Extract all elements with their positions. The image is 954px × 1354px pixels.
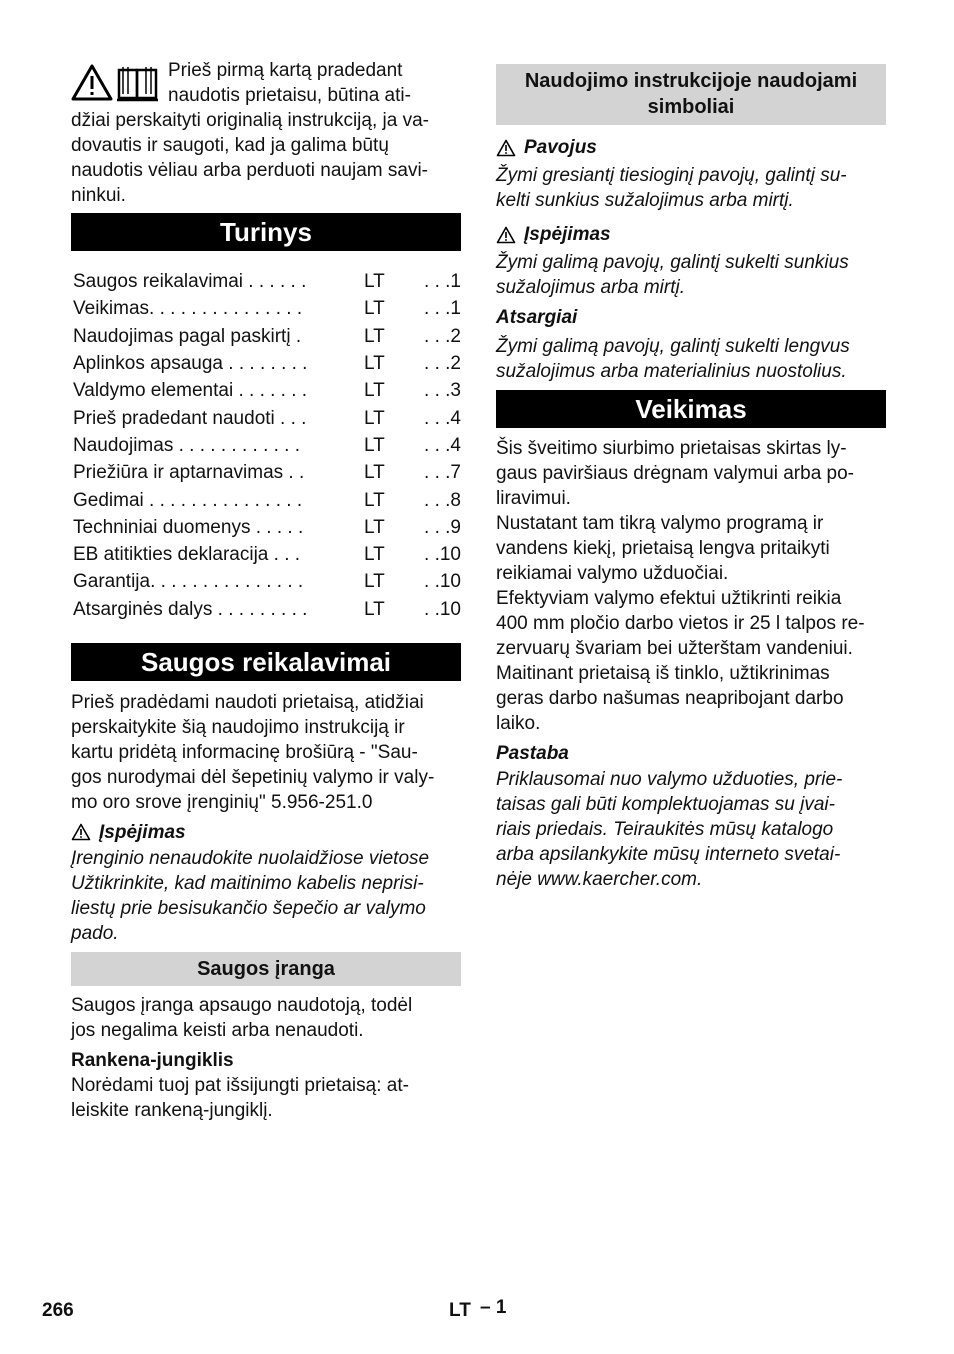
safety-warning-heading: [71, 820, 461, 845]
safety-equipment-heading: Saugos įranga: [71, 952, 461, 986]
danger-heading: [496, 135, 886, 160]
handle-switch-text: [71, 1073, 461, 1123]
right-column: [496, 64, 886, 892]
toc-table: [73, 268, 461, 623]
toc-entry-lang: LT: [364, 434, 385, 456]
warning-heading: [496, 222, 886, 247]
handle-switch-line: leiskite rankeną-jungiklį.: [71, 1099, 273, 1121]
caution-line: Žymi galimą pavojų, galintį sukelti lengvus: [496, 336, 850, 357]
toc-entry-page: . . .9: [424, 516, 461, 538]
symbols-heading-line: simboliai: [647, 96, 735, 118]
warning-text: [496, 250, 886, 300]
page-number: 266: [42, 1300, 74, 1321]
toc-entry-lang: LT: [364, 598, 385, 620]
note-label: Pastaba: [496, 743, 569, 764]
warning-label: Įspėjimas: [524, 224, 611, 245]
toc-row: [73, 514, 461, 541]
safety-line: gos nurodymai dėl šepetinių valymo ir valy-: [71, 766, 435, 788]
toc-entry-title: Garantija. . . . . . . . . . . . . . .: [73, 571, 304, 593]
safety-equipment-line: jos negalima keisti arba nenaudoti.: [71, 1019, 364, 1041]
note-line: arba apsilankykite mūsų interneto svetai-: [496, 844, 841, 865]
note-line: riais priedais. Teiraukitės mūsų katalogo: [496, 819, 834, 840]
toc-entry-page: . . .8: [424, 489, 461, 511]
danger-line: kelti sunkius sužalojimus arba mirtį.: [496, 190, 794, 211]
toc-row: [73, 350, 461, 377]
toc-entry-title: Naudojimas . . . . . . . . . . . .: [73, 434, 301, 456]
warning-triangle-icon: [496, 139, 516, 157]
operation-line: 400 mm pločio darbo vietos ir 25 l talpos re-: [496, 613, 865, 634]
toc-row: [73, 323, 461, 350]
operation-text: [496, 436, 886, 736]
toc-entry-lang: LT: [364, 298, 385, 320]
intro-notice: [71, 58, 461, 208]
operation-line: geras darbo našumas neapribojant darbo: [496, 688, 844, 709]
intro-line: naudotis vėliau arba perduoti naujam savi-: [71, 160, 428, 181]
safety-heading: Saugos reikalavimai: [71, 643, 461, 681]
manual-book-icon: [117, 67, 158, 100]
toc-entry-title: EB atitikties deklaracija . . .: [73, 544, 301, 566]
operation-line: vandens kiekį, prietaisą lengva pritaikyti: [496, 538, 830, 559]
toc-heading: Turinys: [71, 213, 461, 251]
toc-entry-page: . . .7: [424, 462, 461, 484]
toc-entry-lang: LT: [364, 571, 385, 593]
intro-line: Prieš pirmą kartą pradedant: [168, 60, 403, 81]
toc-row: [73, 568, 461, 595]
operation-heading: Veikimas: [496, 390, 886, 428]
warning-line: pado.: [71, 922, 119, 944]
warning-line: sužalojimus arba mirtį.: [496, 277, 685, 298]
toc-entry-title: Aplinkos apsauga . . . . . . . .: [73, 353, 308, 375]
toc-entry-lang: LT: [364, 353, 385, 375]
warning-triangle-icon: [71, 823, 91, 841]
caution-line: sužalojimus arba materialinius nuostolius.: [496, 361, 847, 382]
warning-line: liestų prie besisukančio šepečio ar valymo: [71, 897, 426, 919]
symbols-heading-line: Naudojimo instrukcijoje naudojami: [524, 70, 858, 92]
left-column: [71, 58, 461, 1123]
toc-entry-lang: LT: [364, 271, 385, 293]
footer-lang: LT: [449, 1300, 471, 1321]
note-line: nėje www.kaercher.com.: [496, 869, 703, 890]
toc-entry-title: Veikimas. . . . . . . . . . . . . . .: [73, 298, 303, 320]
warning-line: Užtikrinkite, kad maitinimo kabelis neprisi-: [71, 872, 424, 894]
toc-row: [73, 432, 461, 459]
safety-line: mo oro srove įrenginių" 5.956-251.0: [71, 791, 373, 813]
toc-entry-page: . .10: [424, 598, 461, 620]
caution-label: Atsargiai: [496, 307, 578, 328]
toc-entry-lang: LT: [364, 544, 385, 566]
operation-line: Nustatant tam tikrą valymo programą ir: [496, 513, 824, 534]
toc-entry-page: . . .2: [424, 353, 461, 375]
danger-label: Pavojus: [524, 137, 597, 158]
warning-triangle-icon: [73, 66, 111, 99]
toc-entry-page: . . .4: [424, 434, 461, 456]
toc-entry-page: . . .1: [424, 298, 461, 320]
operation-line: laiko.: [496, 713, 541, 734]
safety-line: perskaitykite šią naudojimo instrukciją ir: [71, 716, 405, 738]
warning-triangle-icon: [496, 226, 516, 244]
toc-row: [73, 377, 461, 404]
danger-text: [496, 163, 886, 213]
toc-entry-title: Valdymo elementai . . . . . . .: [73, 380, 308, 402]
safety-warning-label: Įspėjimas: [99, 821, 186, 843]
toc-entry-lang: LT: [364, 516, 385, 538]
toc-entry-lang: LT: [364, 407, 385, 429]
toc-entry-title: Gedimai . . . . . . . . . . . . . . .: [73, 489, 303, 511]
operation-line: Efektyviam valymo efektui užtikrinti reikia: [496, 588, 842, 609]
note-line: taisas gali būti komplektuojamas su įvai-: [496, 794, 835, 815]
handle-switch-line: Norėdami tuoj pat išsijungti prietaisą: at-: [71, 1074, 409, 1096]
intro-line: naudotis prietaisu, būtina ati-: [168, 85, 411, 106]
toc-row: [73, 596, 461, 623]
intro-line: dovautis ir saugoti, kad ja galima būtų: [71, 135, 389, 156]
toc-entry-title: Saugos reikalavimai . . . . . .: [73, 271, 307, 293]
toc-entry-page: . . .4: [424, 407, 461, 429]
operation-line: gaus paviršiaus drėgnam valymui arba po-: [496, 463, 855, 484]
toc-entry-title: Techniniai duomenys . . . . .: [73, 516, 304, 538]
toc-row: [73, 295, 461, 322]
operation-line: zervuarų švariam bei užterštam vandeniui.: [496, 638, 853, 659]
intro-icons: [71, 64, 161, 102]
safety-line: Prieš pradėdami naudoti prietaisą, atidžiai: [71, 691, 424, 713]
toc-entry-lang: LT: [364, 380, 385, 402]
toc-entry-page: . . .1: [424, 271, 461, 293]
safety-intro: [71, 690, 461, 815]
caution-text: [496, 334, 886, 384]
toc-row: [73, 459, 461, 486]
intro-line: džiai perskaityti originalią instrukciją, ja va-: [71, 110, 429, 131]
toc-entry-page: . . .2: [424, 325, 461, 347]
toc-entry-title: Atsarginės dalys . . . . . . . . .: [73, 598, 308, 620]
operation-line: liravimui.: [496, 488, 571, 509]
warning-line: Įrenginio nenaudokite nuolaidžiose vietose: [71, 847, 430, 869]
toc-entry-lang: LT: [364, 325, 385, 347]
note-text: [496, 767, 886, 892]
toc-entry-lang: LT: [364, 489, 385, 511]
toc-row: [73, 404, 461, 431]
footer-section-page: – 1: [480, 1297, 507, 1318]
operation-line: reikiamai valymo užduočiai.: [496, 563, 729, 584]
note-line: Priklausomai nuo valymo užduoties, prie-: [496, 769, 843, 790]
safety-equipment-line: Saugos įranga apsaugo naudotoją, todėl: [71, 994, 413, 1016]
toc-row: [73, 268, 461, 295]
toc-entry-page: . .10: [424, 544, 461, 566]
warning-line: Žymi galimą pavojų, galintį sukelti sunkius: [496, 252, 849, 273]
safety-line: kartu pridėtą informacinę brošiūrą - "Sau-: [71, 741, 418, 763]
toc-entry-title: Prieš pradedant naudoti . . .: [73, 407, 307, 429]
toc-row: [73, 541, 461, 568]
operation-line: Šis šveitimo siurbimo prietaisas skirtas ly-: [496, 438, 847, 459]
toc-entry-page: . . .3: [424, 380, 461, 402]
safety-equipment-text: [71, 993, 461, 1043]
toc-entry-page: . .10: [424, 571, 461, 593]
toc-entry-lang: LT: [364, 462, 385, 484]
toc-entry-title: Naudojimas pagal paskirtį .: [73, 325, 302, 347]
symbols-heading: [496, 64, 886, 125]
operation-line: Maitinant prietaisą iš tinklo, užtikrinimas: [496, 663, 830, 684]
handle-switch-subheading: Rankena-jungiklis: [71, 1049, 234, 1071]
toc-entry-title: Priežiūra ir aptarnavimas . .: [73, 462, 305, 484]
safety-warning-text: [71, 846, 461, 946]
danger-line: Žymi gresiantį tiesioginį pavojų, galintį su-: [496, 165, 847, 186]
toc-row: [73, 486, 461, 513]
intro-line: ninkui.: [71, 185, 126, 206]
